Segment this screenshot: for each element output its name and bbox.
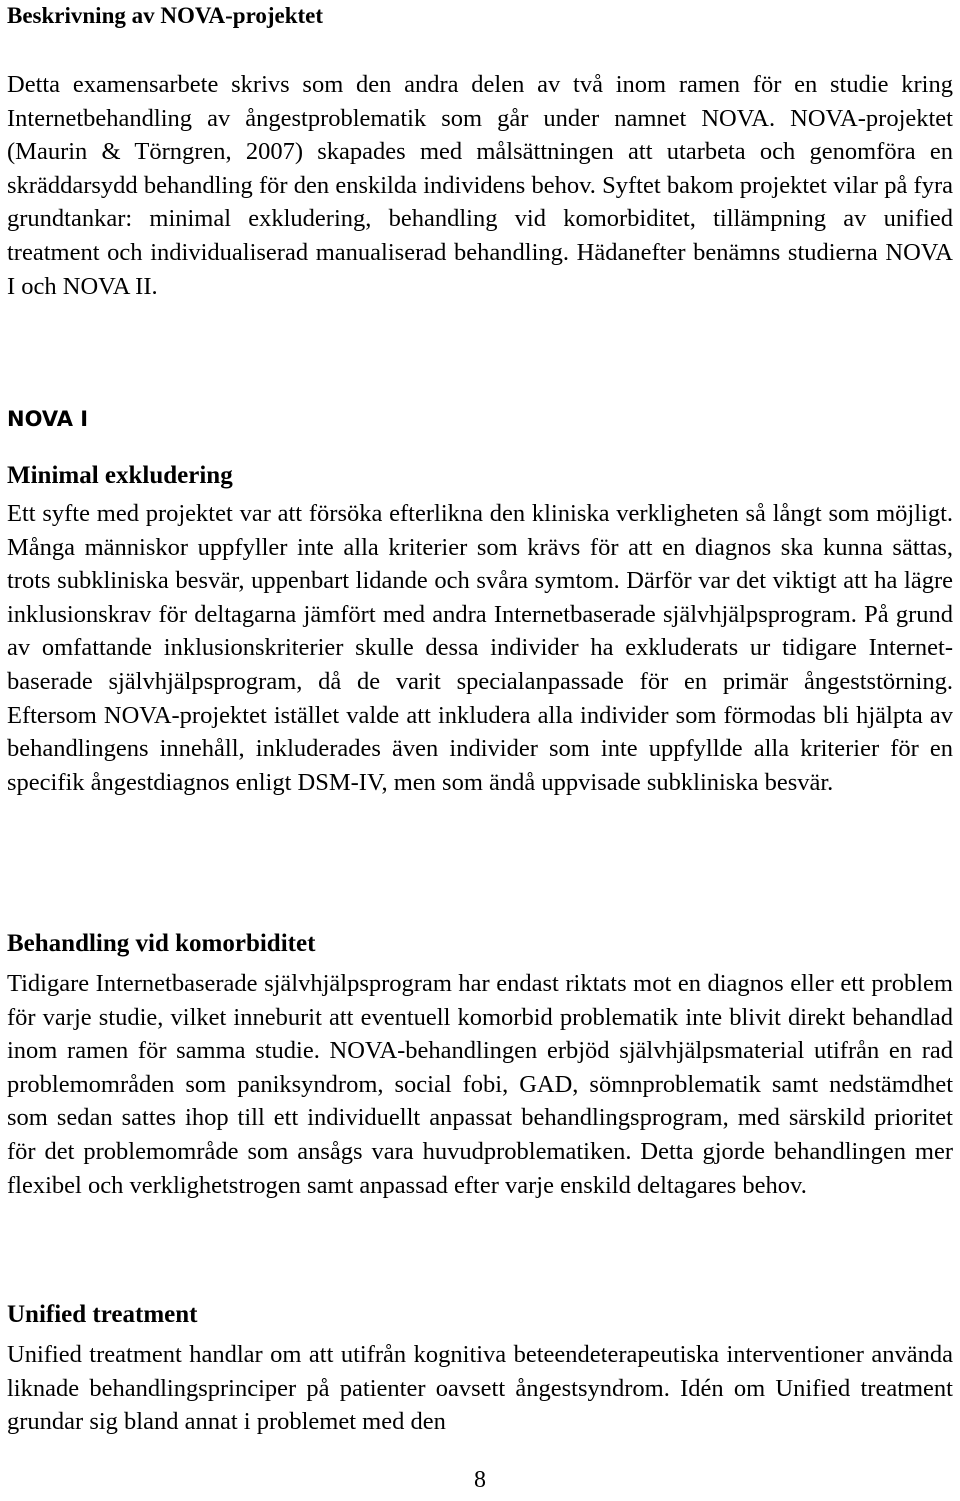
subsection-text-unified-treatment: Unified treatment handlar om att utifrån kognitiva beteendeterapeutiska interventioner använda liknade behandlingsprinciper på patienter oavsett ångestsyndrom. Idén om Unified treatment grundar sig bland annat i problemet med den (7, 1341, 953, 1436)
subsection-heading-unified-treatment: Unified treatment (7, 1301, 198, 1328)
subsection-heading-behandling-vid-komorbiditet: Behandling vid komorbiditet (7, 930, 316, 957)
page-number: 8 (474, 1467, 486, 1493)
document-page (7, 0, 953, 1501)
subsection-text-behandling-vid-komorbiditet: Tidigare Internetbaserade självhjälpsprogram har endast riktats mot en diagnos eller ett problem för varje studie, vilket inneburit att eventuell komorbid problematik inte blivit direkt behandlad inom ramen för samma studie. NOVA-behandlingen erbjöd självhjälpsmaterial utifrån en rad problemområden som paniksyndrom, social fobi, GAD, sömnproblematik samt nedstämdhet som sedan sattes ihop till ett individuellt anpassat behandlingsprogram, med särskild prioritet för det problemområde som ansågs vara huvudproblematiken. Detta gjorde behandlingen mer flexibel och verklighetstrogen samt anpassad efter varje enskild deltagares behov. (7, 970, 953, 1199)
intro-paragraph: Detta examensarbete skrivs som den andra delen av två inom ramen för en studie kring Internetbehandling av ångestproblematik som går under namnet NOVA. NOVA-projektet (Maurin & Törngren, 2007) skapades med målsättningen att utarbeta och genomföra en skräddarsydd behandling för den enskilda individens behov. Syftet bakom projektet vilar på fyra grundtankar: minimal exkludering, behandling vid komorbiditet, tillämpning av unified treatment och individualiserad manualiserad behandling. Hädanefter benämns studierna NOVA I och NOVA II. (7, 71, 953, 300)
section-title: NOVA I (7, 407, 89, 431)
subsection-heading-minimal-exkludering: Minimal exkludering (7, 462, 233, 489)
subsection-text-minimal-exkludering: Ett syfte med projektet var att försöka efterlikna den kliniska verkligheten så långt som möjligt. Många människor uppfyller inte alla kriterier som krävs för att en diagnos ska kunna sättas, trots subkliniska besvär, uppenbart lidande och svåra symtom. Därför var det viktigt att ha lägre inklusionskrav för deltagarna jämfört med andra Internetbaserade självhjälpsprogram. På grund av omfattande inklusionskriterier skulle dessa individer ha exkluderats ur tidigare Internetbaserade självhjälpsprogram, då de varit specialanpassade för en primär ångeststörning. Eftersom NOVA-projektet istället valde att inkludera alla individer som förmodas bli hjälpta av behandlingens innehåll, inkluderades även individer som inte uppfyllde alla kriterier för en specifik ångestdiagnos enligt DSM-IV, men som ändå uppvisade subkliniska besvär. (7, 500, 953, 796)
document-title: Beskrivning av NOVA-projektet (7, 3, 324, 28)
